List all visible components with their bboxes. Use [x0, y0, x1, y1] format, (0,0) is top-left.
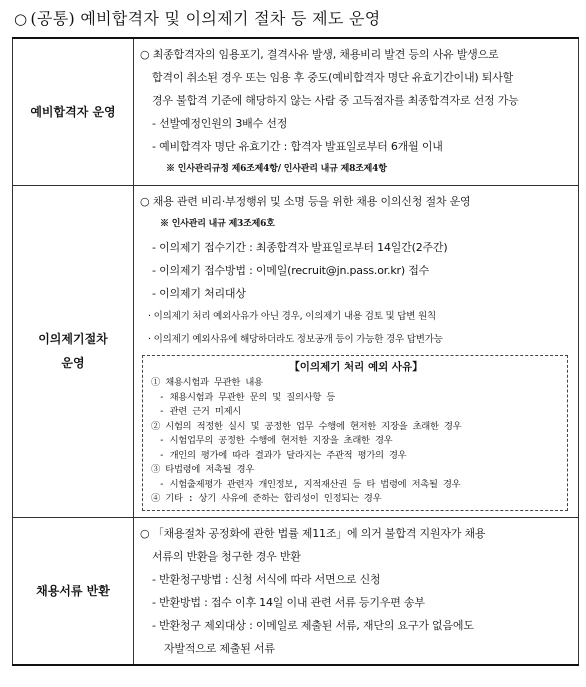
exception-item: ④ 기타 : 상기 사유에 준하는 합리성이 인정되는 경우 — [151, 493, 382, 504]
row-content — [134, 186, 579, 518]
table-row — [13, 38, 579, 186]
row-label — [13, 517, 134, 665]
bullet-continuation: 합격이 취소된 경우 또는 임용 후 중도(예비합격자 명단 유효기간이내) 퇴사할 — [152, 71, 514, 84]
table-row — [13, 186, 579, 518]
exception-box — [142, 355, 568, 511]
bullet-item: ○ 채용 관련 비리·부정행위 및 소명 등을 위한 채용 이의신청 절차 운영 — [140, 195, 471, 208]
regulation-note: ※ 인사관리 내규 제3조제6호 — [160, 219, 275, 229]
dash-item: - 반환청구방법 : 신청 서식에 따라 서면으로 신청 — [152, 572, 381, 586]
bullet-continuation: 서류의 반환을 청구한 경우 반환 — [152, 549, 301, 563]
exception-subitem: - 채용시험과 무관한 문의 및 질의사항 등 — [159, 391, 335, 403]
title-circle-marker: ○ — [14, 10, 28, 28]
row-label — [13, 186, 134, 518]
exception-box-title: 【이의제기 처리 예외 사유】 — [289, 361, 423, 373]
row-label-text: 이의제기절차 — [38, 332, 108, 347]
exception-item: ③ 타법령에 저촉될 경우 — [151, 464, 255, 475]
row-label-text: 예비합격자 운영 — [30, 105, 116, 119]
row-label-text: 운영 — [61, 356, 85, 371]
table-row — [13, 517, 579, 665]
exception-subitem: - 관련 근거 미제시 — [159, 406, 241, 417]
sub-item: · 이의제기 처리 예외사유가 아닌 경우, 이의제기 내용 검토 및 답변 원칙 — [148, 311, 437, 322]
exception-subitem: - 시험출제평가 관련자 개인정보, 지적재산권 등 타 법령에 저촉될 경우 — [159, 478, 461, 490]
page-title — [14, 6, 381, 29]
exception-item: ① 채용시험과 무관한 내용 — [151, 377, 263, 388]
row-content — [134, 517, 579, 665]
exception-subitem: - 시험업무의 공정한 수행에 현저한 지장을 초래한 경우 — [159, 435, 393, 446]
bullet-item: ○ 「채용절차 공정화에 관한 법률 제11조」에 의거 불합격 지원자가 채용 — [140, 526, 486, 540]
row-label — [13, 38, 134, 186]
dash-item: - 이의제기 접수기간 : 최종합격자 발표일로부터 14일간(2주간) — [152, 241, 448, 254]
row-label-text: 채용서류 반환 — [36, 583, 110, 598]
title-text: (공통) 예비합격자 및 이의제기 절차 등 제도 운영 — [30, 9, 381, 28]
exception-item: ② 시험의 적정한 실시 및 공정한 업무 수행에 현저한 지장을 초래한 경우 — [151, 420, 462, 432]
dash-item: - 반환청구 제외대상 : 이메일로 제출된 서류, 재단의 요구가 없음에도 — [152, 618, 474, 632]
bullet-item: ○ 최종합격자의 임용포기, 결격사유 발생, 채용비리 발견 등의 사유 발생으로 — [140, 48, 499, 61]
regulation-note: ※ 인사관리규정 제6조제4항/ 인사관리 내규 제8조제4항 — [166, 164, 387, 174]
exception-subitem: - 개인의 평가에 따라 결과가 달라지는 주관적 평가의 경우 — [159, 449, 407, 461]
dash-item: - 이의제기 접수방법 : 이메일(recruit@jn.pass.or.kr) 접수 — [152, 264, 430, 277]
row-content — [134, 38, 579, 186]
dash-continuation: 자발적으로 제출된 서류 — [164, 641, 275, 655]
dash-item: - 반환방법 : 접수 이후 14일 이내 관련 서류 등기우편 송부 — [152, 595, 425, 609]
dash-item: - 예비합격자 명단 유효기간 : 합격자 발표일로부터 6개월 이내 — [152, 140, 443, 153]
dash-item: - 이의제기 처리대상 — [152, 287, 246, 300]
bullet-continuation: 경우 불합격 기준에 해당하지 않는 사람 중 고득점자를 최종합격자로 선정 가능 — [152, 94, 519, 107]
sub-item: · 이의제기 예외사유에 해당하더라도 정보공개 등이 가능한 경우 답변가능 — [148, 334, 443, 345]
dash-item: - 선발예정인원의 3배수 선정 — [152, 117, 288, 130]
procedure-table — [12, 37, 579, 666]
